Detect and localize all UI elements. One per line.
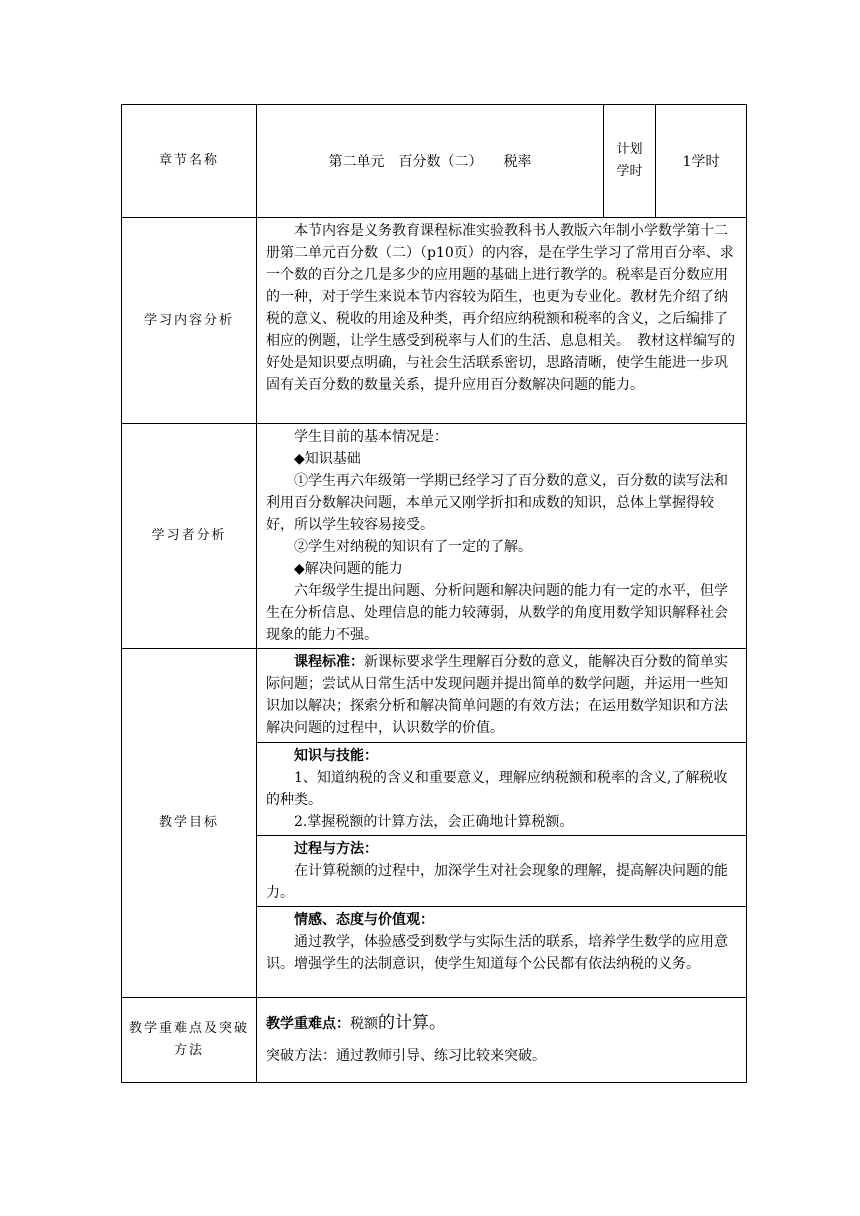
knowledge-skills-item-2: 2.掌握税额的计算方法，会正确地计算税额。 <box>294 814 574 830</box>
key-points-label: 教学重难点及突破方法 <box>122 998 257 1083</box>
knowledge-skills-heading: 知识与技能： <box>294 748 378 764</box>
learner-intro: 学生目前的基本情况是： <box>294 429 448 445</box>
goals-standard-row <box>122 649 747 743</box>
planned-hours-value: 1学时 <box>656 105 747 218</box>
learner-analysis-cell <box>257 424 747 649</box>
learner-point-3: 六年级学生提出问题、分析问题和解决问题的能力有一定的水平，但学生在分析信息、处理信息的能力较薄弱，从数学的角度用数学知识解释社会现象的能力不强。 <box>266 583 728 643</box>
content-analysis-text: 本节内容是义务教育课程标准实验教科书人教版六年制小学数学第十二册第二单元百分数（二）（p10页）的内容，是在学生学习了常用百分率、求一个数的百分之几是多少的应用题的基础上进行教学的。税率是百分数应用的一种，对于学生来说本节内容较为陌生，也更为专业化。教材先介绍了纳税的意义、税收的用途及种类，再介绍应纳税额和税率的含义，之后编排了相应的例题，让学生感受到税率与人们的生活、息息相关。 教材这样编写的好处是知识要点明确，与社会生活联系密切，思路清晰，使学生能进一步巩固有关百分数的数量关系，提升应用百分数解决问题的能力。 <box>266 223 735 393</box>
learner-point-1: ①学生再六年级第一学期已经学习了百分数的意义，百分数的读写法和利用百分数解决问题，本单元又刚学折扣和成数的知识，总体上掌握得较好，所以学生较容易接受。 <box>266 473 728 533</box>
course-standard-body: 新课标要求学生理解百分数的意义，能解决百分数的简单实际问题；尝试从日常生活中发现问题并提出简单的数学问题，并运用一些知识加以解决；探索分析和解决简单问题的有效方法；在运用数学知识和方法解决问题的过程中，认识数学的价值。 <box>266 654 728 736</box>
knowledge-skills-item-1: 1、知道纳税的含义和重要意义，理解应纳税额和税率的含义,了解税收的种类。 <box>266 770 728 808</box>
breakthrough-method: 突破方法：通过教师引导、练习比较来突破。 <box>266 1048 546 1064</box>
key-points-heading: 教学重难点： <box>266 1016 350 1032</box>
planned-hours-label-line2: 学时 <box>616 164 643 179</box>
process-method-cell <box>257 836 747 907</box>
learner-analysis-label: 学习者分析 <box>122 424 257 649</box>
key-points-cell <box>257 998 747 1083</box>
learner-analysis-row <box>122 424 747 649</box>
key-points-line <box>266 1012 738 1035</box>
chapter-row <box>122 105 747 218</box>
chapter-label: 章节名称 <box>122 105 257 218</box>
planned-hours-label <box>604 105 656 218</box>
lesson-plan-table <box>121 104 747 1083</box>
course-standard-heading: 课程标准： <box>294 654 364 670</box>
key-points-text-big: 的计算。 <box>378 1013 446 1033</box>
knowledge-basis-heading: ◆知识基础 <box>294 451 361 467</box>
course-standard-cell <box>257 649 747 743</box>
emotion-attitude-heading: 情感、态度与价值观： <box>294 912 434 928</box>
knowledge-skills-cell <box>257 743 747 836</box>
content-analysis-row <box>122 218 747 424</box>
content-analysis-cell <box>257 218 747 424</box>
chapter-title: 第二单元 百分数（二） 税率 <box>257 105 604 218</box>
key-points-row <box>122 998 747 1083</box>
problem-solving-heading: ◆解决问题的能力 <box>294 561 403 577</box>
teaching-goals-label: 教学目标 <box>122 649 257 998</box>
key-points-text-small: 税额 <box>350 1016 378 1032</box>
course-standard-text <box>266 651 738 739</box>
process-method-heading: 过程与方法： <box>294 841 378 857</box>
learner-point-2: ②学生对纳税的知识有了一定的了解。 <box>294 539 532 555</box>
emotion-attitude-cell <box>257 907 747 998</box>
emotion-attitude-text: 通过教学，体验感受到数学与实际生活的联系，培养学生数学的应用意识。增强学生的法制意识，使学生知道每个公民都有依法纳税的义务。 <box>266 934 728 972</box>
planned-hours-label-line1: 计划 <box>616 142 643 157</box>
content-analysis-label: 学习内容分析 <box>122 218 257 424</box>
process-method-text: 在计算税额的过程中，加深学生对社会现象的理解，提高解决问题的能力。 <box>266 863 728 901</box>
